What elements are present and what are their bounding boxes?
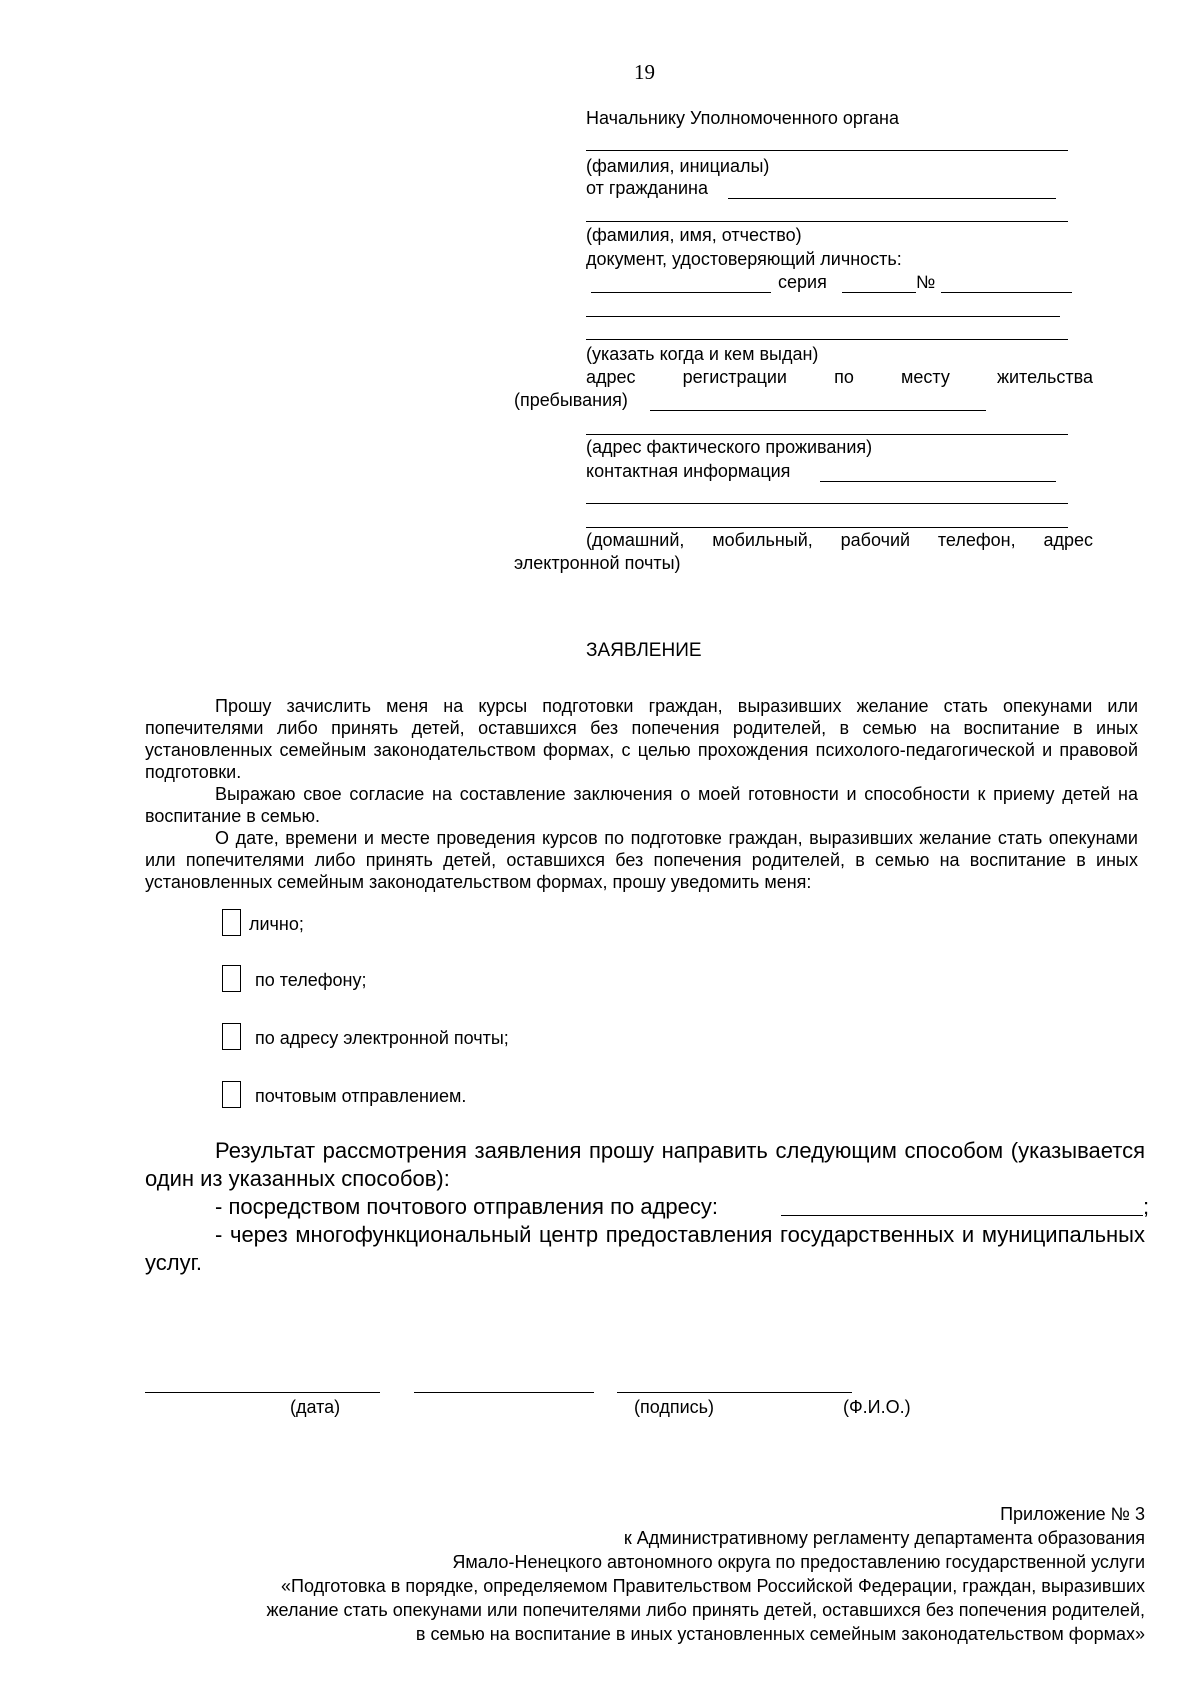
option-label: лично; [249, 914, 304, 934]
body-paragraph-2: Выражаю свое согласие на составление заключения о моей готовности и способности к приему детей на воспитание в семью. [145, 784, 1138, 826]
number-label: № [916, 272, 936, 292]
hint-contacts-2: электронной почты) [514, 553, 681, 573]
hint-contacts: (домашний, мобильный, рабочий телефон, адрес [586, 530, 1093, 550]
from-citizen-label: от гражданина [586, 178, 708, 198]
contact-info-field-3[interactable] [586, 527, 1068, 528]
checkbox[interactable] [222, 1081, 241, 1108]
registration-address-field-1[interactable] [650, 410, 986, 411]
signature-field[interactable] [414, 1392, 594, 1393]
option-label: по адресу электронной почты; [255, 1028, 509, 1048]
date-label: (дата) [290, 1397, 341, 1417]
body-paragraph-3: О дате, времени и месте проведения курсов по подготовке граждан, выразивших желание стать опекунами или попечителями либо принять детей, оставшихся без попечения родителей, в семью на воспитание в иных установленных семейным законодательством формах, прошу уведомить меня: [145, 828, 1138, 892]
id-document-type-field[interactable] [591, 292, 771, 293]
result-option-mfc: - через многофункциональный центр предоставления государственных и муниципальных услуг. [145, 1222, 1145, 1275]
result-option-post-end: ; [1143, 1194, 1150, 1219]
checkbox[interactable] [222, 1023, 241, 1050]
annex-line-5: желание стать опекунами или попечителями либо принять детей, оставшихся без попечения родителей, [266, 1600, 1145, 1620]
number-field[interactable] [941, 292, 1072, 293]
citizen-name-field-1[interactable] [728, 198, 1056, 199]
name-label: (Ф.И.О.) [843, 1397, 911, 1417]
id-document-label: документ, удостоверяющий личность: [586, 249, 902, 269]
hint-surname-initials: (фамилия, инициалы) [586, 156, 770, 176]
series-label: серия [778, 272, 827, 292]
signature-label: (подпись) [634, 1397, 715, 1417]
hint-full-name: (фамилия, имя, отчество) [586, 225, 802, 245]
name-field[interactable] [617, 1392, 852, 1393]
checkbox[interactable] [222, 965, 241, 992]
option-label: почтовым отправлением. [255, 1086, 467, 1106]
series-field[interactable] [842, 292, 916, 293]
result-option-post [215, 1193, 1150, 1221]
document-title: ЗАЯВЛЕНИЕ [586, 640, 702, 661]
result-section [145, 1137, 1150, 1277]
date-field[interactable] [145, 1392, 380, 1393]
hint-issued: (указать когда и кем выдан) [586, 344, 819, 364]
body-paragraph-1: Прошу зачислить меня на курсы подготовки граждан, выразивших желание стать опекунами или попечителями либо принять детей, оставшихся без попечения родителей, в семью на воспитание в иных установленных семейным законодательством формах, с целью прохождения психолого-педагогической и правовой подготовки. [145, 696, 1138, 782]
result-option-post-label: - посредством почтового отправления по адресу: [215, 1194, 719, 1219]
contact-info-field-2[interactable] [586, 503, 1068, 504]
annex-line-2: к Административному регламенту департамента образования [623, 1528, 1145, 1548]
registration-address-label-2: (пребывания) [514, 390, 628, 410]
annex-line-6: в семью на воспитание в иных установленных семейным законодательством формах» [415, 1624, 1145, 1644]
addressee: Начальнику Уполномоченного органа [586, 108, 900, 128]
post-address-field[interactable] [781, 1215, 1143, 1216]
body-text [145, 695, 1138, 893]
annex-line-3: Ямало-Ненецкого автономного округа по предоставлению государственной услуги [452, 1552, 1145, 1572]
page-number: 19 [634, 60, 655, 84]
hint-actual-address: (адрес фактического проживания) [586, 437, 873, 457]
checkbox[interactable] [222, 909, 241, 936]
issued-field-1[interactable] [586, 316, 1060, 317]
option-label: по телефону; [255, 970, 367, 990]
issued-field-2[interactable] [586, 339, 1068, 340]
annex-note [45, 1502, 1145, 1646]
annex-line-1: Приложение № 3 [1000, 1504, 1145, 1524]
addressee-field[interactable] [586, 150, 1068, 151]
citizen-name-field-2[interactable] [586, 221, 1068, 222]
annex-line-4: «Подготовка в порядке, определяемом Правительством Российской Федерации, граждан, выразивших [281, 1576, 1145, 1596]
registration-address-field-2[interactable] [586, 434, 1068, 435]
registration-address-label: адрес регистрации по месту жительства [586, 367, 1093, 387]
result-method-text: Результат рассмотрения заявления прошу направить следующим способом (указывается один из указанных способов): [145, 1138, 1145, 1191]
contact-info-label: контактная информация [586, 461, 791, 481]
contact-info-field-1[interactable] [820, 481, 1056, 482]
